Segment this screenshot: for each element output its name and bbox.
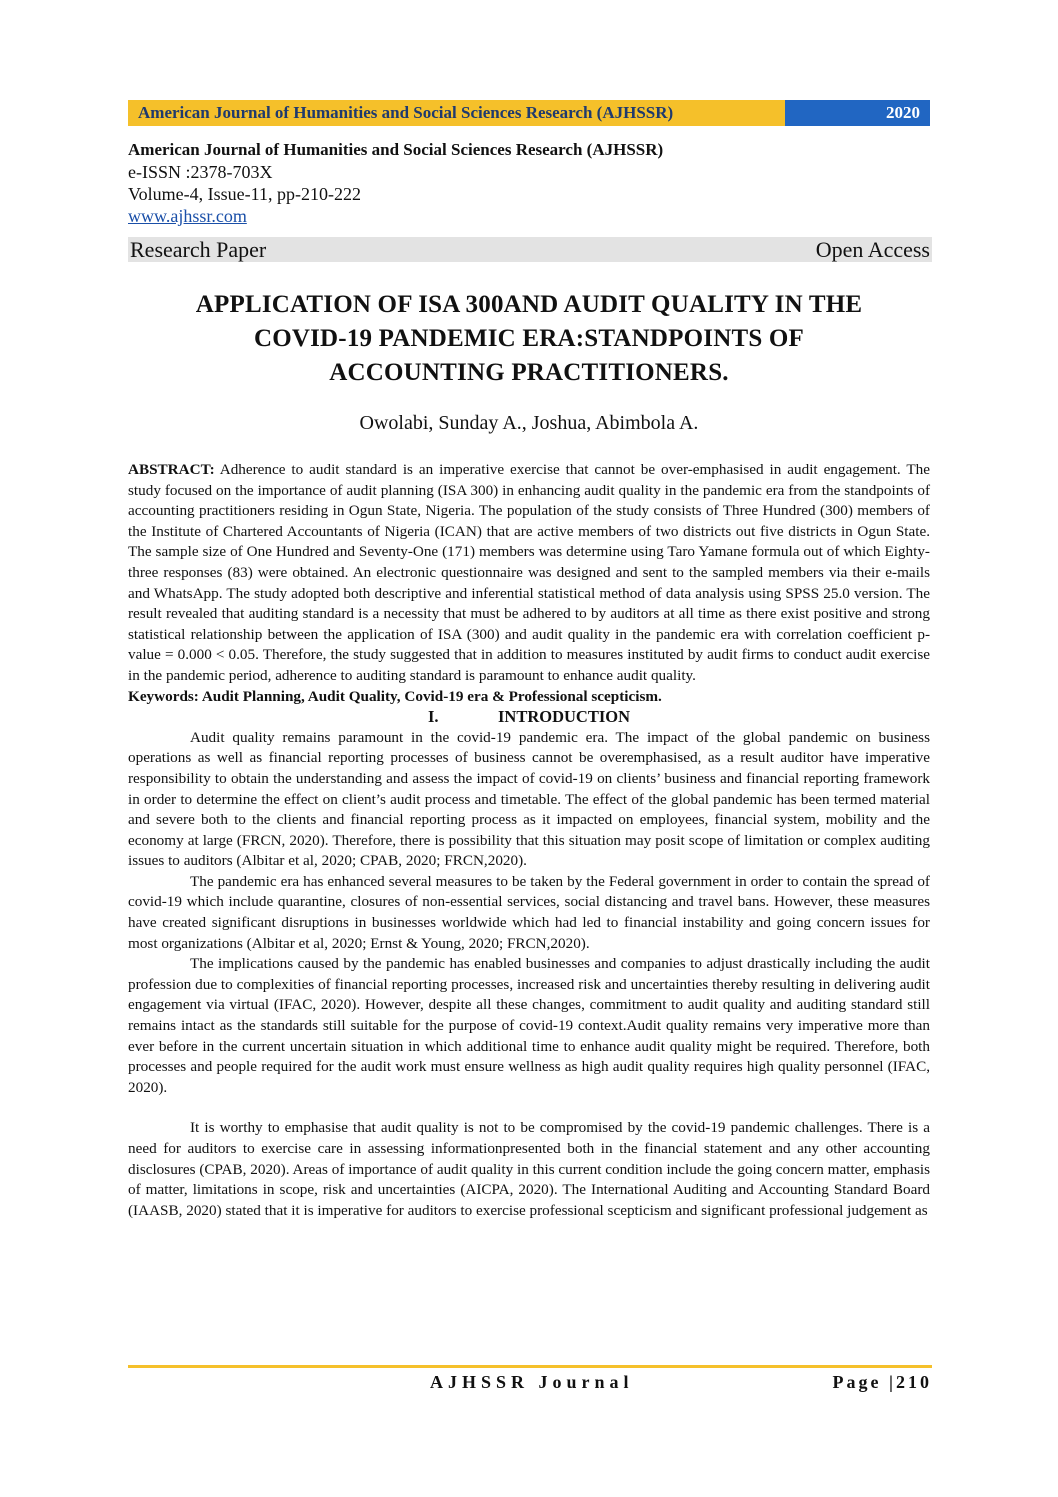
page-label: Page | bbox=[832, 1372, 896, 1392]
journal-banner bbox=[128, 100, 930, 126]
access-type: Open Access bbox=[815, 236, 930, 262]
volume-info: Volume-4, Issue-11, pp-210-222 bbox=[128, 184, 361, 204]
paper-type-bar bbox=[128, 237, 932, 262]
paper-type: Research Paper bbox=[130, 236, 267, 262]
page-number: 210 bbox=[896, 1372, 932, 1392]
banner-journal-title: American Journal of Humanities and Social Sciences Research (AJHSSR) bbox=[128, 100, 785, 126]
paper-body bbox=[128, 460, 930, 1221]
issn: e-ISSN :2378-703X bbox=[128, 162, 273, 182]
banner-year: 2020 bbox=[785, 100, 930, 126]
footer-page bbox=[833, 1372, 932, 1393]
footer-rule bbox=[128, 1365, 932, 1368]
abstract-text: Adherence to audit standard is an imperative exercise that cannot be over-emphasised in audit engagement. The study focused on the importance of audit planning (ISA 300) in enhancing audit quality in the pandemic era from the standpoints of accounting practitioners residing in Ogun State, Nigeria. The population of the study consists of Three Hundred (300) members of the Institute of Chartered Accountants of Nigeria (ICAN) that are active members of two districts out five districts in Ogun State. The sample size of One Hundred and Seventy-One (171) members was determine using Taro Yamane formula out of which Eighty-three responses (83) were obtained. An electronic questionnaire was designed and sent to the sampled members via their e-mails and WhatsApp. The study adopted both descriptive and inferential statistical method of data analysis using SPSS 25.0 version. The result revealed that auditing standard is a necessity that must be adhered to by auditors at all time as there exist positive and strong statistical relationship between the application of ISA (300) and audit quality in the pandemic era with correlation coefficient p-value = 0.000 < 0.05. Therefore, the study suggested that in addition to measures instituted by audit firms to conduct audit exercise in the pandemic period, adherence to auditing standard is paramount to enhance audit quality. bbox=[128, 461, 930, 684]
paragraph-1: Audit quality remains paramount in the covid-19 pandemic era. The impact of the global pandemic on business operations as well as financial reporting processes of business cannot be overemphasised, as a result auditor have imperative responsibility to obtain the understanding and assess the impact of covid-19 on clients’ business and financial reporting framework in order to determine the effect on client’s audit process and timetable. The effect of the global pandemic has been termed material and severe both to the clients and financial reporting process as it impacted on employees, financial system, mobility and the economy at large (FRCN, 2020). Therefore, there is possibility that this situation may posit scope of limitation or complex auditing issues to auditors (Albitar et al, 2020; CPAB, 2020; FRCN,2020). bbox=[128, 728, 930, 870]
title-line-1: APPLICATION OF ISA 300AND AUDIT QUALITY IN THE bbox=[195, 291, 863, 318]
title-line-2: COVID-19 PANDEMIC ERA:STANDPOINTS OF bbox=[253, 325, 805, 352]
section-heading bbox=[128, 707, 930, 728]
abstract bbox=[128, 460, 930, 687]
title-line-3: ACCOUNTING PRACTITIONERS. bbox=[329, 359, 729, 386]
paragraph-4: It is worthy to emphasise that audit quality is not to be compromised by the covid-19 pandemic challenges. There is a need for auditors to exercise care in assessing informationpresented both in the financial statement and any other accounting disclosures (CPAB, 2020). Areas of importance of audit quality in this current condition include the going concern matter, emphasis of matter, limitations in scope, risk and uncertainties (AICPA, 2020). The International Auditing and Accounting Standard Board (IAASB, 2020) stated that it is imperative for auditors to exercise professional scepticism and significant professional judgement as bbox=[128, 1119, 930, 1219]
footer-journal: AJHSSR Journal bbox=[430, 1372, 634, 1392]
keywords: Keywords: Audit Planning, Audit Quality, Covid-19 era & Professional scepticism. bbox=[128, 687, 662, 705]
authors: Owolabi, Sunday A., Joshua, Abimbola A. bbox=[359, 412, 699, 434]
section-number: I. bbox=[427, 707, 439, 727]
journal-name: American Journal of Humanities and Social Sciences Research (AJHSSR) bbox=[128, 140, 664, 159]
abstract-label: ABSTRACT: bbox=[128, 461, 215, 478]
website-link[interactable]: www.ajhssr.com bbox=[128, 206, 247, 226]
paragraph-2: The pandemic era has enhanced several measures to be taken by the Federal government in order to contain the spread of covid-19 which include quarantine, closures of non-essential services, social distancing and travel bans. However, these measures have created significant disruptions in businesses worldwide which had led to financial instability and going concern issues for most organizations (Albitar et al, 2020; Ernst & Young, 2020; FRCN,2020). bbox=[128, 872, 930, 952]
paragraph-3: The implications caused by the pandemic has enabled businesses and companies to adjust drastically including the audit profession due to complexities of financial reporting processes, increased risk and uncertainties thereby resulting in delivering audit engagement via virtual (IFAC, 2020). However, despite all these changes, commitment to audit quality and auditing standard still remains intact as the standards still suitable for the purpose of covid-19 context.Audit quality remains very imperative more than ever before in the current uncertain situation in which additional time to enhance audit quality might be required. Therefore, both processes and people required for the audit work must ensure wellness as high audit quality requires high quality personnel (IFAC, 2020). bbox=[128, 955, 930, 1096]
paper-title bbox=[128, 288, 930, 390]
journal-meta bbox=[128, 138, 930, 227]
section-title: INTRODUCTION bbox=[497, 707, 631, 727]
